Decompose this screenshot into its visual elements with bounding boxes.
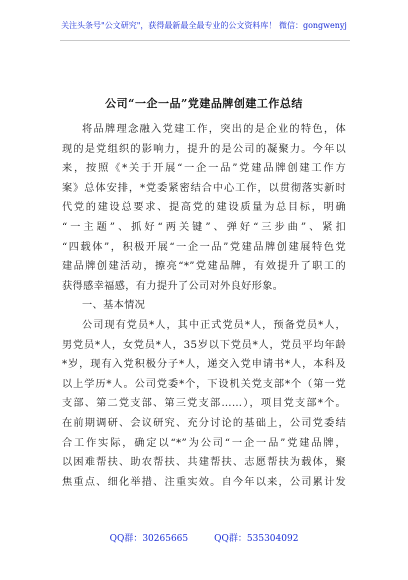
paragraph-line: 来，按照《*关于开展“一企一品”党建品牌创建工作方: [62, 163, 346, 175]
paragraph-line: “四载体”，积极开展“一企一品”党建品牌创建展特色党: [62, 241, 346, 253]
section-heading: 一、基本情况: [82, 300, 146, 312]
header-divider: [60, 40, 350, 41]
paragraph-line: 以困难帮扶、助农帮扶、共建帮扶、志愿帮扶为载体，聚: [62, 457, 346, 469]
paragraph-line: 建品牌创建活动，擦亮“*”党建品牌，有效提升了职工的: [62, 261, 346, 273]
paragraph-line: 在前期调研、会议研究、充分讨论的基础上，公司党委结: [62, 417, 346, 429]
paragraph-line: 现的是党组织的影响力，提升的是公司的凝聚力。今年以: [62, 143, 346, 155]
paragraph-line: 男党员*人，女党员*人，35岁以下党员*人，党员平均年龄: [62, 339, 346, 351]
header-banner: 关注头条号"公文研究"，获得最新最全最专业的公文资料库！ 微信：gongwenyj: [61, 21, 347, 30]
footer-qq-group-1: QQ群：30265665: [109, 534, 189, 544]
paragraph-line: “一主题”、抓好“两关键”、弹好“三步曲”、紧扣: [62, 221, 346, 233]
footer: [0, 533, 408, 545]
document-body: [62, 120, 346, 492]
paragraph-line: 支部、第二党支部、第三党支部……），项目党支部*个。: [62, 398, 346, 410]
paragraph-line: 公司现有党员*人，其中正式党员*人，预备党员*人，: [82, 319, 346, 331]
footer-qq-group-2: QQ群：535304092: [214, 534, 299, 544]
paragraph-line: 焦重点、细化举措、注重实效。自今年以来，公司累计发: [62, 476, 346, 488]
paragraph-line: 获得感幸福感，有力提升了公司对外良好形象。: [62, 280, 284, 292]
paragraph-line: 将品牌理念融入党建工作，突出的是企业的特色，体: [82, 124, 346, 135]
paragraph-line: 案》总体安排，*党委紧密结合中心工作，以贯彻落实新时: [62, 182, 346, 194]
paragraph-line: 以上学历*人。公司党委*个，下设机关党支部*个（第一党: [62, 378, 346, 390]
document-title: 公司“一企一品”党建品牌创建工作总结: [105, 97, 303, 110]
paragraph-line: *岁，现有入党积极分子*人，递交入党申请书*人，本科及: [62, 359, 346, 371]
paragraph-line: 代党的建设总要求、提高党的建设质量为总目标，明确: [62, 202, 346, 214]
paragraph-line: 合工作实际，确定以“*”为公司“一企一品”党建品牌，: [62, 437, 346, 449]
